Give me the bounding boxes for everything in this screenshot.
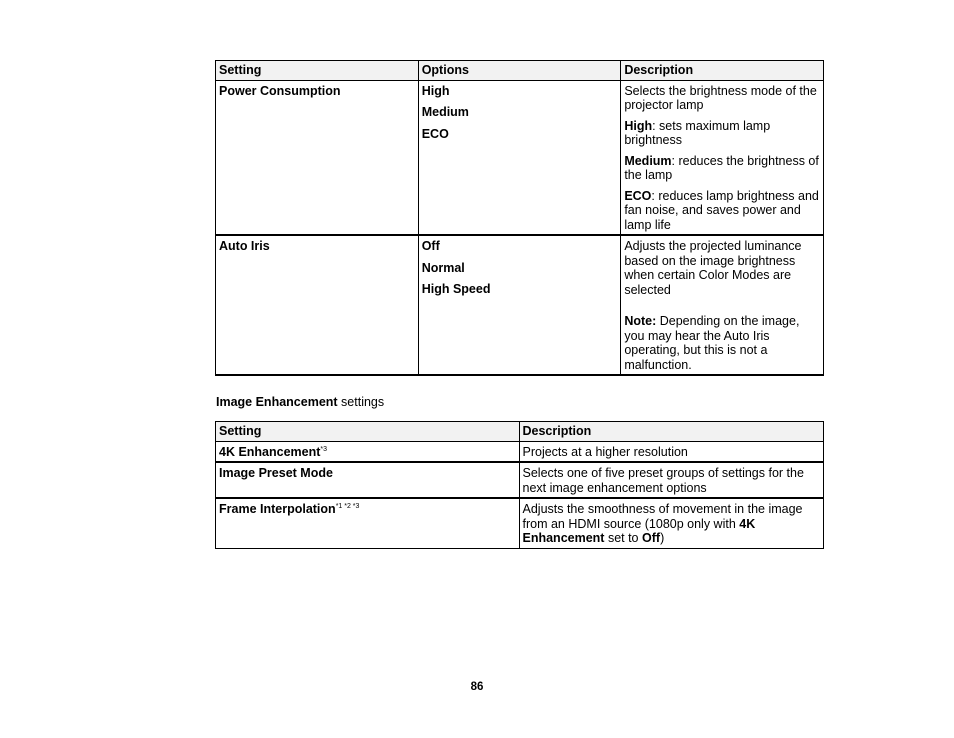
setting-cell — [216, 498, 520, 548]
note-text — [624, 314, 820, 372]
table-row — [216, 498, 824, 548]
section-heading-suffix: settings — [337, 395, 385, 409]
options-cell — [418, 235, 621, 375]
option-term: High — [624, 118, 653, 133]
column-header-setting: Setting — [216, 61, 419, 81]
setting-reference: 4K Enhancement — [522, 516, 756, 545]
setting-cell — [216, 462, 520, 498]
table-header-row — [216, 422, 824, 442]
setting-cell — [216, 441, 520, 462]
description-cell — [621, 235, 824, 375]
description-item — [624, 189, 820, 233]
note-label: Note: — [624, 314, 657, 328]
setting-name: Power Consumption — [216, 80, 419, 235]
option-term: Medium — [624, 153, 672, 168]
option-explanation: : reduces the brightness of the lamp — [624, 153, 819, 182]
description-item — [624, 119, 820, 148]
description-text: Adjusts the smoothness of movement in the image from an HDMI source (1080p only with — [522, 502, 803, 531]
settings-table-image-enhancement — [215, 421, 824, 549]
description-cell — [621, 80, 824, 235]
option-value: High — [421, 83, 450, 98]
column-header-description: Description — [621, 61, 824, 81]
settings-table-power — [215, 60, 824, 376]
footnote-marker: *1 *2 *3 — [335, 503, 360, 510]
option-term: ECO — [624, 188, 652, 203]
description-text: set to — [604, 531, 642, 545]
setting-name: Auto Iris — [216, 235, 419, 375]
table-row — [216, 462, 824, 498]
option-value: Normal — [421, 260, 465, 275]
footnote-marker: *3 — [320, 445, 328, 453]
description-text: ) — [660, 531, 665, 545]
option-explanation: : reduces lamp brightness and fan noise, and saves power and lamp life — [624, 188, 819, 232]
column-header-options: Options — [418, 61, 621, 81]
section-heading — [216, 395, 384, 409]
note-body: Depending on the image, you may hear the Auto Iris operating, but this is not a malfunction. — [624, 314, 800, 372]
description-text: Selects the brightness mode of the projector lamp — [624, 83, 817, 112]
option-value: Medium — [421, 105, 469, 119]
column-header-setting: Setting — [216, 422, 520, 442]
section-heading-title: Image Enhancement — [216, 395, 338, 409]
setting-name: Frame Interpolation — [219, 502, 336, 516]
option-value: High Speed — [421, 282, 491, 296]
options-cell — [418, 80, 621, 235]
table-header-row — [216, 61, 824, 81]
option-explanation: : sets maximum lamp brightness — [624, 118, 771, 147]
table-row — [216, 235, 824, 375]
option-value: Off — [421, 239, 440, 253]
option-value: ECO — [421, 126, 449, 141]
column-header-description: Description — [519, 422, 824, 442]
setting-value-reference: Off — [642, 531, 661, 545]
setting-name: Image Preset Mode — [219, 466, 333, 480]
table-row — [216, 80, 824, 235]
description-cell: Selects one of five preset groups of settings for the next image enhancement options — [519, 462, 824, 498]
setting-name: 4K Enhancement — [219, 444, 321, 459]
description-cell: Projects at a higher resolution — [519, 441, 824, 462]
description-cell — [519, 498, 824, 548]
page-number: 86 — [470, 681, 484, 693]
description-item — [624, 154, 820, 183]
description-text: Adjusts the projected luminance based on the image brightness when certain Color Modes are selected — [624, 239, 802, 297]
table-row — [216, 441, 824, 462]
